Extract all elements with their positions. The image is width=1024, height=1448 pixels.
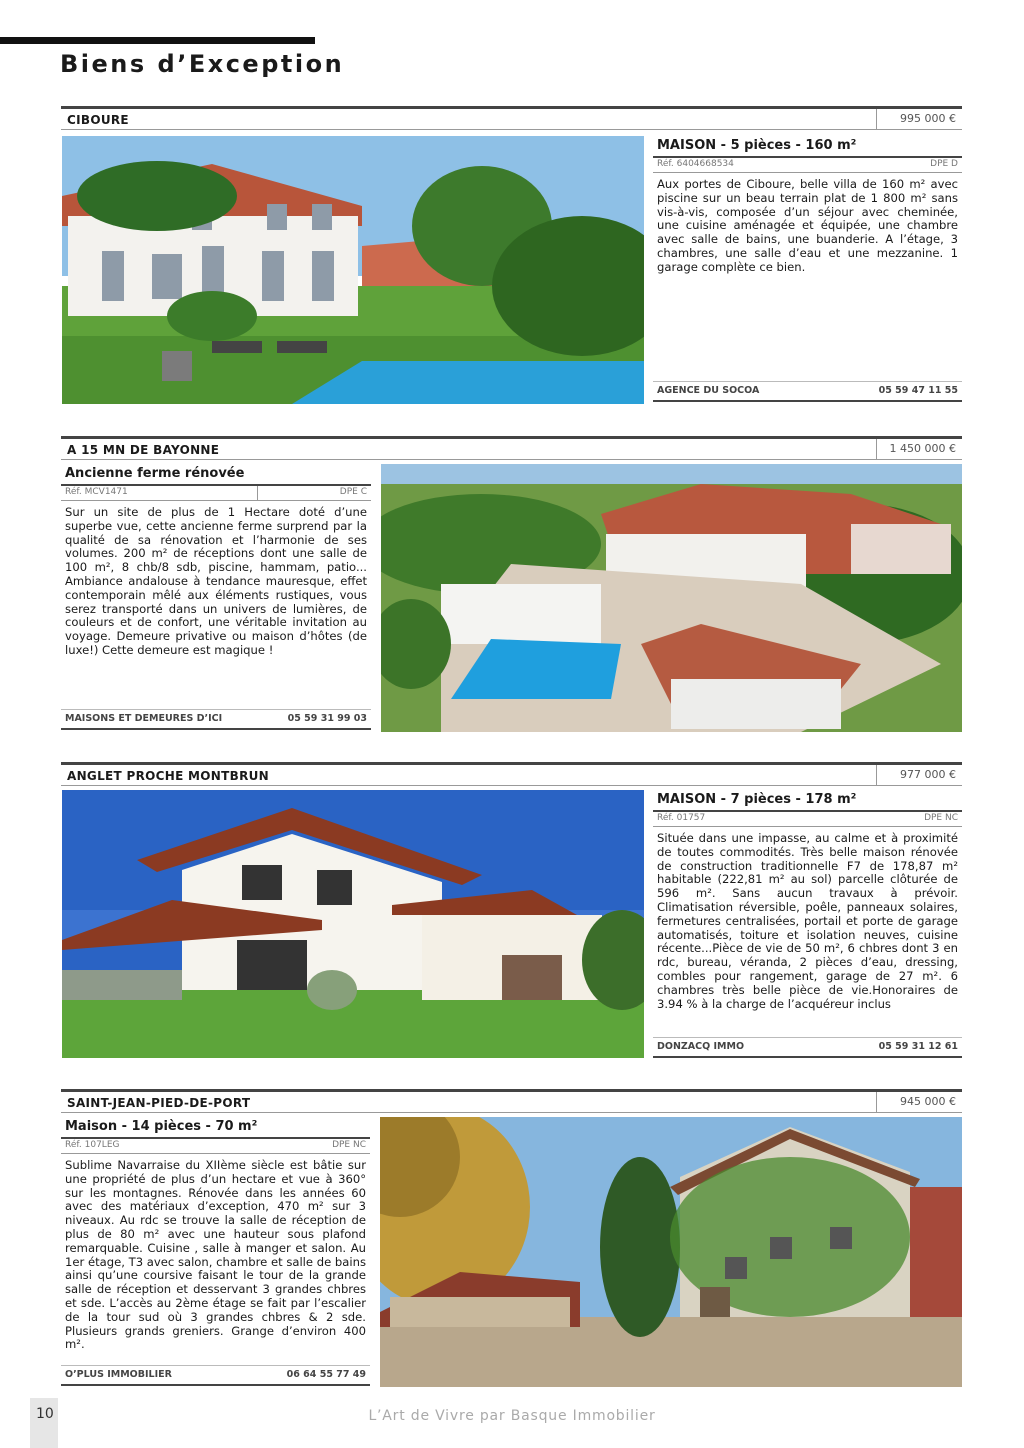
listing-photo-farmhouse-aerial — [381, 464, 962, 732]
listing-price: 1 450 000 € — [876, 439, 962, 459]
listing-location: A 15 MN DE BAYONNE — [67, 443, 220, 457]
listing-photo-house-garden — [62, 790, 644, 1058]
listing-location: SAINT-JEAN-PIED-DE-PORT — [67, 1096, 251, 1110]
reference: Réf. 01757 — [657, 813, 706, 823]
ref-dpe-row — [61, 486, 371, 501]
footer-tagline: L’Art de Vivre par Basque Immobilier — [368, 1408, 656, 1424]
agency-row — [653, 1037, 962, 1058]
listing-price: 977 000 € — [876, 765, 962, 785]
listing-price: 945 000 € — [876, 1092, 962, 1112]
reference: Réf. 107LEG — [65, 1140, 120, 1150]
dpe-rating: DPE C — [339, 487, 367, 497]
agency-name: DONZACQ IMMO — [657, 1041, 745, 1052]
row-divider — [257, 486, 258, 500]
listing-info-panel — [61, 1117, 370, 1387]
ref-dpe-row — [653, 812, 962, 827]
agency-name: O’PLUS IMMOBILIER — [65, 1369, 172, 1380]
property-title: Maison - 14 pièces - 70 m² — [61, 1117, 370, 1139]
listing-price: 995 000 € — [876, 109, 962, 129]
listing-photo-villa-pool — [62, 136, 644, 404]
agency-name: MAISONS ET DEMEURES D’ICI — [65, 713, 223, 724]
agency-phone: 05 59 47 11 55 — [878, 385, 958, 396]
listing-header — [61, 436, 962, 460]
listing-info-panel — [653, 136, 962, 406]
property-title: MAISON - 5 pièces - 160 m² — [653, 136, 962, 158]
agency-phone: 05 59 31 99 03 — [287, 713, 367, 724]
agency-phone: 06 64 55 77 49 — [286, 1369, 366, 1380]
property-title: Ancienne ferme rénovée — [61, 464, 371, 486]
top-accent-bar — [0, 37, 315, 44]
listing-ciboure — [61, 106, 962, 406]
listing-header — [61, 762, 962, 786]
agency-row — [61, 709, 371, 730]
dpe-rating: DPE NC — [924, 813, 958, 823]
listing-header — [61, 106, 962, 130]
dpe-rating: DPE D — [930, 159, 958, 169]
listing-saint-jean-pied-de-port — [61, 1089, 962, 1389]
listing-info-panel — [653, 790, 962, 1060]
listing-bayonne — [61, 436, 962, 736]
agency-phone: 05 59 31 12 61 — [878, 1041, 958, 1052]
listing-anglet — [61, 762, 962, 1062]
agency-name: AGENCE DU SOCOA — [657, 385, 760, 396]
listing-info-panel — [61, 464, 371, 734]
agency-row — [653, 381, 962, 402]
property-description: Sur un site de plus de 1 Hectare doté d’une superbe vue, cette ancienne ferme surprend par la qualité de sa rénovation et l’harmonie de ses volumes. 200 m² de réceptions dont une salle de 100 m², 8 chb/8 sdb, piscine, hammam, patio... Ambiance andalouse à tendance mauresque, effet contemporain mêlé aux éléments rustiques, vous serez transporté dans un univers de lumières, de couleurs et de confort, une véritable invitation au voyage. Demeure privative ou maison d’hôtes (de luxe!) Cette demeure est magique ! — [65, 505, 367, 657]
listing-location: ANGLET PROCHE MONTBRUN — [67, 769, 269, 783]
reference: Réf. 6404668534 — [657, 159, 734, 169]
page-number: 10 — [36, 1406, 54, 1422]
listing-photo-navarraise-estate — [380, 1117, 962, 1387]
page-title: Biens d’Exception — [60, 50, 345, 78]
property-description: Aux portes de Ciboure, belle villa de 160 m² avec piscine sur un beau terrain plat de 1 800 m² sans vis-à-vis, composée d’un séjour avec cheminée, une cuisine aménagée et équipée, une chambre avec salle de bains, une buanderie. A l’étage, 3 chambres, une salle d’eau et une mezzanine. 1 garage complète ce bien. — [657, 177, 958, 274]
property-title: MAISON - 7 pièces - 178 m² — [653, 790, 962, 812]
dpe-rating: DPE NC — [332, 1140, 366, 1150]
listing-location: CIBOURE — [67, 113, 129, 127]
property-description: Située dans une impasse, au calme et à proximité de toutes commodités. Très belle maison rénovée de construction traditionnelle F7 de 178,87 m² habitable (222,81 m² au sol) parcelle clôturée de 596 m². Sans aucun travaux à prévoir. Climatisation réversible, poêle, panneaux solaires, fermetures centralisées, portail et porte de garage automatisés, toiture et isolation neuves, cuisine récente...Pièce de vie de 50 m², 6 chbres dont 3 en rdc, bureau, véranda, 2 pièces d’eau, dressing, combles pour rangement, garage de 27 m². 6 chambres très belle pièce de vie.Honoraires de 3.94 % à la charge de l’acquéreur inclus — [657, 831, 958, 1011]
ref-dpe-row — [653, 158, 962, 173]
reference: Réf. MCV1471 — [65, 487, 128, 497]
agency-row — [61, 1365, 370, 1386]
property-description: Sublime Navarraise du XIIème siècle est bâtie sur une propriété de plus d’un hectare et vue à 360° sur les montagnes. Rénovée dans les années 60 avec des matériaux d’exception, 470 m² sur 3 niveaux. Au rdc se trouve la salle de réception de plus de 80 m² avec une hauteur sous plafond remarquable. Cuisine , salle à manger et salon. Au 1er étage, T3 avec salon, chambre et salle de bains ainsi qu’une coursive faisant le tour de la grande salle de réception et desservant 3 grandes chbres et sde. L’accès au 2ème étage se fait par l’escalier de la tour sud où 3 grandes chbres & 2 sde. Plusieurs grands greniers. Grange d’environ 400 m². — [65, 1158, 366, 1352]
listing-header — [61, 1089, 962, 1113]
ref-dpe-row — [61, 1139, 370, 1154]
